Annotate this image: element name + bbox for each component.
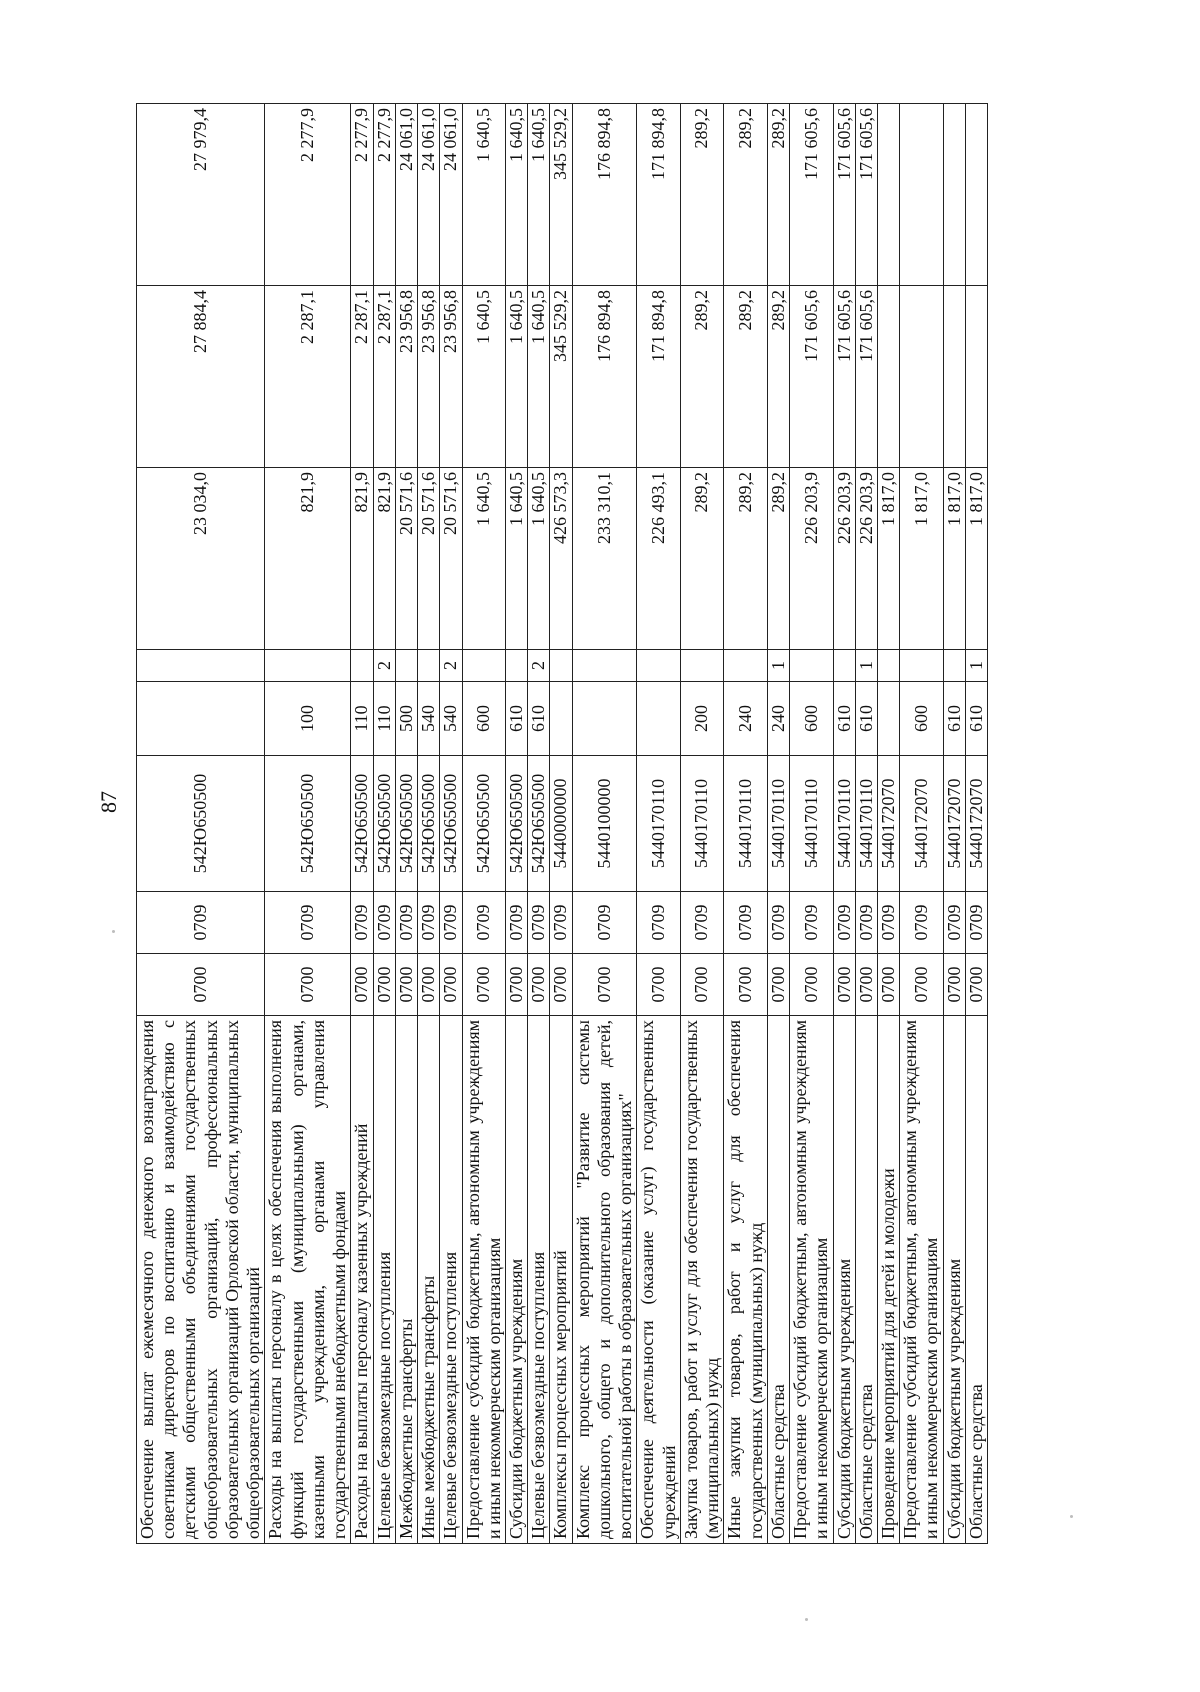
cell-pr: 0709 (137, 892, 265, 954)
cell-y3 (877, 104, 899, 286)
table-row (418, 104, 440, 1544)
cell-csr: 5440170110 (637, 756, 680, 892)
table-row (855, 104, 877, 1544)
cell-vr: 610 (943, 682, 965, 756)
cell-rz: 0700 (462, 954, 505, 1016)
cell-y1: 1 640,5 (505, 468, 527, 650)
table-row (790, 104, 833, 1544)
cell-pr: 0709 (900, 892, 943, 954)
cell-y3: 1 640,5 (462, 104, 505, 286)
cell-name: Комплекс процессных мероприятий "Развитие системы дошкольного, общего и дополнительного образования детей, воспитательной работы в образовательных организациях" (572, 1016, 637, 1544)
cell-mark (833, 650, 855, 682)
cell-vr (137, 682, 265, 756)
cell-mark: 1 (965, 650, 987, 682)
cell-csr: 542Ю650500 (351, 756, 373, 892)
cell-vr: 600 (462, 682, 505, 756)
cell-vr: 610 (855, 682, 877, 756)
cell-rz: 0700 (943, 954, 965, 1016)
cell-pr: 0709 (373, 892, 395, 954)
cell-y2: 23 956,8 (418, 286, 440, 468)
cell-y3: 171 605,6 (790, 104, 833, 286)
table-row (550, 104, 572, 1544)
cell-y2: 289,2 (680, 286, 723, 468)
cell-name: Целевые безвозмездные поступления (440, 1016, 462, 1544)
cell-y2: 23 956,8 (395, 286, 417, 468)
cell-y3: 1 640,5 (528, 104, 550, 286)
cell-y1: 20 571,6 (418, 468, 440, 650)
cell-y3: 2 277,9 (265, 104, 351, 286)
cell-pr: 0709 (767, 892, 789, 954)
cell-csr: 5440172070 (877, 756, 899, 892)
cell-mark (351, 650, 373, 682)
cell-vr: 240 (724, 682, 767, 756)
cell-y3: 24 061,0 (440, 104, 462, 286)
cell-vr: 110 (351, 682, 373, 756)
cell-name: Субсидии бюджетным учреждениям (505, 1016, 527, 1544)
cell-y3: 289,2 (767, 104, 789, 286)
cell-pr: 0709 (790, 892, 833, 954)
cell-y1: 226 493,1 (637, 468, 680, 650)
cell-vr: 110 (373, 682, 395, 756)
cell-csr: 542Ю650500 (137, 756, 265, 892)
cell-csr: 542Ю650500 (528, 756, 550, 892)
cell-rz: 0700 (395, 954, 417, 1016)
cell-rz: 0700 (572, 954, 637, 1016)
cell-pr: 0709 (351, 892, 373, 954)
cell-pr: 0709 (265, 892, 351, 954)
cell-mark: 1 (855, 650, 877, 682)
table-row (680, 104, 723, 1544)
cell-rz: 0700 (767, 954, 789, 1016)
cell-y2: 1 640,5 (505, 286, 527, 468)
cell-mark (395, 650, 417, 682)
table-row (373, 104, 395, 1544)
cell-rz: 0700 (637, 954, 680, 1016)
table-row (572, 104, 637, 1544)
cell-name: Комплексы процессных мероприятий (550, 1016, 572, 1544)
cell-pr: 0709 (877, 892, 899, 954)
cell-y3: 24 061,0 (395, 104, 417, 286)
cell-vr (877, 682, 899, 756)
table-row (767, 104, 789, 1544)
cell-y3: 2 277,9 (351, 104, 373, 286)
cell-vr (637, 682, 680, 756)
table-row (724, 104, 767, 1544)
cell-rz: 0700 (418, 954, 440, 1016)
cell-y1: 1 817,0 (877, 468, 899, 650)
cell-y2 (900, 286, 943, 468)
cell-vr: 500 (395, 682, 417, 756)
cell-y3: 24 061,0 (418, 104, 440, 286)
cell-pr: 0709 (637, 892, 680, 954)
cell-mark (550, 650, 572, 682)
scan-speck (805, 1618, 808, 1621)
cell-y3: 2 277,9 (373, 104, 395, 286)
cell-mark (418, 650, 440, 682)
cell-y3: 171 605,6 (833, 104, 855, 286)
cell-mark (572, 650, 637, 682)
cell-vr: 100 (265, 682, 351, 756)
cell-pr: 0709 (965, 892, 987, 954)
cell-pr: 0709 (855, 892, 877, 954)
cell-csr: 542Ю650500 (440, 756, 462, 892)
cell-mark (265, 650, 351, 682)
cell-rz: 0700 (833, 954, 855, 1016)
page-number: 87 (96, 791, 121, 813)
cell-y2: 27 884,4 (137, 286, 265, 468)
cell-csr: 5440170110 (833, 756, 855, 892)
cell-vr: 600 (790, 682, 833, 756)
cell-y1: 1 817,0 (900, 468, 943, 650)
cell-y1: 1 640,5 (528, 468, 550, 650)
cell-y2: 176 894,8 (572, 286, 637, 468)
cell-y1: 1 640,5 (462, 468, 505, 650)
cell-name: Расходы на выплаты персоналу в целях обеспечения выполнения функций государственными (муниципальными) органами, казенными учреждениями, органами управления государственными внебюджетными фондами (265, 1016, 351, 1544)
cell-y3 (900, 104, 943, 286)
cell-rz: 0700 (137, 954, 265, 1016)
cell-vr: 540 (418, 682, 440, 756)
cell-y2: 345 529,2 (550, 286, 572, 468)
cell-vr: 610 (528, 682, 550, 756)
cell-y2: 289,2 (767, 286, 789, 468)
cell-rz: 0700 (877, 954, 899, 1016)
cell-csr: 5440170110 (724, 756, 767, 892)
cell-csr: 542Ю650500 (462, 756, 505, 892)
cell-mark (680, 650, 723, 682)
cell-y2: 23 956,8 (440, 286, 462, 468)
cell-y3 (965, 104, 987, 286)
cell-pr: 0709 (528, 892, 550, 954)
cell-name: Обеспечение деятельности (оказание услуг) государственных учреждений (637, 1016, 680, 1544)
cell-y2: 171 605,6 (855, 286, 877, 468)
cell-y2 (965, 286, 987, 468)
cell-name: Предоставление субсидий бюджетным, автономным учреждениям и иным некоммерческим организациям (462, 1016, 505, 1544)
cell-rz: 0700 (528, 954, 550, 1016)
cell-y2: 2 287,1 (351, 286, 373, 468)
cell-pr: 0709 (462, 892, 505, 954)
cell-y2: 2 287,1 (373, 286, 395, 468)
cell-csr: 5440170110 (680, 756, 723, 892)
table-row (833, 104, 855, 1544)
cell-vr: 200 (680, 682, 723, 756)
cell-mark (724, 650, 767, 682)
cell-vr: 610 (505, 682, 527, 756)
cell-csr: 5440172070 (943, 756, 965, 892)
cell-rz: 0700 (724, 954, 767, 1016)
cell-y2: 171 605,6 (790, 286, 833, 468)
cell-name: Проведение мероприятий для детей и молодежи (877, 1016, 899, 1544)
cell-y1: 233 310,1 (572, 468, 637, 650)
table-row (395, 104, 417, 1544)
cell-y2 (877, 286, 899, 468)
cell-name: Межбюджетные трансферты (395, 1016, 417, 1544)
table-row (943, 104, 965, 1544)
cell-y1: 226 203,9 (855, 468, 877, 650)
cell-name: Субсидии бюджетным учреждениям (833, 1016, 855, 1544)
cell-y3: 176 894,8 (572, 104, 637, 286)
cell-csr: 542Ю650500 (395, 756, 417, 892)
cell-y1: 821,9 (351, 468, 373, 650)
cell-name: Закупка товаров, работ и услуг для обеспечения государственных (муниципальных) нужд (680, 1016, 723, 1544)
table-row (440, 104, 462, 1544)
table-row (637, 104, 680, 1544)
cell-mark: 2 (373, 650, 395, 682)
cell-name: Областные средства (855, 1016, 877, 1544)
cell-y1: 226 203,9 (790, 468, 833, 650)
cell-y3: 289,2 (724, 104, 767, 286)
cell-csr: 5440170110 (767, 756, 789, 892)
cell-y3: 289,2 (680, 104, 723, 286)
cell-mark (790, 650, 833, 682)
cell-mark (505, 650, 527, 682)
cell-name: Предоставление субсидий бюджетным, автономным учреждениям и иным некоммерческим организациям (790, 1016, 833, 1544)
cell-mark (943, 650, 965, 682)
cell-name: Обеспечение выплат ежемесячного денежного вознаграждения советникам директоров по воспитанию и взаимодействию с детскими общественными объединениями государственных общеобразовательных организаций, профессиональных образовательных организаций Орловской области, муниципальных общеобразовательных организаций (137, 1016, 265, 1544)
cell-pr: 0709 (550, 892, 572, 954)
scan-speck (112, 930, 115, 933)
cell-rz: 0700 (965, 954, 987, 1016)
cell-vr: 610 (833, 682, 855, 756)
cell-csr: 5440170110 (855, 756, 877, 892)
cell-y1: 821,9 (265, 468, 351, 650)
cell-y2 (943, 286, 965, 468)
cell-y1: 226 203,9 (833, 468, 855, 650)
cell-y3: 1 640,5 (505, 104, 527, 286)
cell-y1: 821,9 (373, 468, 395, 650)
cell-y1: 289,2 (724, 468, 767, 650)
cell-y3: 27 979,4 (137, 104, 265, 286)
budget-table (136, 103, 988, 1544)
cell-mark: 2 (528, 650, 550, 682)
cell-y2: 2 287,1 (265, 286, 351, 468)
table-row (965, 104, 987, 1544)
cell-y3: 171 605,6 (855, 104, 877, 286)
cell-mark (462, 650, 505, 682)
cell-rz: 0700 (680, 954, 723, 1016)
cell-csr: 542Ю650500 (418, 756, 440, 892)
cell-vr (550, 682, 572, 756)
cell-pr: 0709 (724, 892, 767, 954)
cell-csr: 5440000000 (550, 756, 572, 892)
cell-y1: 20 571,6 (395, 468, 417, 650)
cell-rz: 0700 (351, 954, 373, 1016)
cell-mark (900, 650, 943, 682)
cell-y2: 289,2 (724, 286, 767, 468)
cell-y3: 345 529,2 (550, 104, 572, 286)
cell-name: Областные средства (767, 1016, 789, 1544)
table-row (462, 104, 505, 1544)
cell-pr: 0709 (418, 892, 440, 954)
cell-pr: 0709 (943, 892, 965, 954)
cell-pr: 0709 (833, 892, 855, 954)
table-row (877, 104, 899, 1544)
budget-table-body (137, 104, 988, 1544)
cell-rz: 0700 (855, 954, 877, 1016)
cell-y1: 289,2 (680, 468, 723, 650)
table-row (265, 104, 351, 1544)
table-row (137, 104, 265, 1544)
cell-name: Предоставление субсидий бюджетным, автономным учреждениям и иным некоммерческим организациям (900, 1016, 943, 1544)
cell-vr: 240 (767, 682, 789, 756)
cell-csr: 542Ю650500 (265, 756, 351, 892)
cell-y1: 426 573,3 (550, 468, 572, 650)
cell-pr: 0709 (440, 892, 462, 954)
cell-pr: 0709 (572, 892, 637, 954)
cell-vr (572, 682, 637, 756)
cell-y2: 1 640,5 (528, 286, 550, 468)
cell-y1: 289,2 (767, 468, 789, 650)
cell-vr: 610 (965, 682, 987, 756)
cell-pr: 0709 (680, 892, 723, 954)
cell-mark: 2 (440, 650, 462, 682)
cell-csr: 5440170110 (790, 756, 833, 892)
cell-rz: 0700 (790, 954, 833, 1016)
cell-rz: 0700 (550, 954, 572, 1016)
table-row (505, 104, 527, 1544)
cell-csr: 542Ю650500 (373, 756, 395, 892)
cell-pr: 0709 (395, 892, 417, 954)
cell-name: Расходы на выплаты персоналу казенных учреждений (351, 1016, 373, 1544)
cell-y1: 20 571,6 (440, 468, 462, 650)
scan-speck (1070, 1515, 1073, 1518)
cell-y3 (943, 104, 965, 286)
cell-pr: 0709 (505, 892, 527, 954)
cell-csr: 5440172070 (900, 756, 943, 892)
cell-y1: 23 034,0 (137, 468, 265, 650)
table-row (351, 104, 373, 1544)
cell-y2: 171 605,6 (833, 286, 855, 468)
cell-mark: 1 (767, 650, 789, 682)
cell-csr: 542Ю650500 (505, 756, 527, 892)
cell-vr: 600 (900, 682, 943, 756)
cell-y2: 1 640,5 (462, 286, 505, 468)
cell-rz: 0700 (900, 954, 943, 1016)
cell-y3: 171 894,8 (637, 104, 680, 286)
cell-mark (137, 650, 265, 682)
cell-rz: 0700 (265, 954, 351, 1016)
cell-rz: 0700 (373, 954, 395, 1016)
table-row (528, 104, 550, 1544)
cell-rz: 0700 (440, 954, 462, 1016)
cell-name: Субсидии бюджетным учреждениям (943, 1016, 965, 1544)
cell-mark (877, 650, 899, 682)
cell-name: Иные межбюджетные трансферты (418, 1016, 440, 1544)
cell-vr: 540 (440, 682, 462, 756)
cell-y2: 171 894,8 (637, 286, 680, 468)
cell-name: Иные закупки товаров, работ и услуг для обеспечения государственных (муниципальных) нужд (724, 1016, 767, 1544)
cell-name: Целевые безвозмездные поступления (373, 1016, 395, 1544)
cell-y1: 1 817,0 (943, 468, 965, 650)
cell-name: Целевые безвозмездные поступления (528, 1016, 550, 1544)
rotated-page-content (136, 104, 1056, 1544)
cell-csr: 5440100000 (572, 756, 637, 892)
cell-mark (637, 650, 680, 682)
cell-name: Областные средства (965, 1016, 987, 1544)
cell-csr: 5440172070 (965, 756, 987, 892)
table-row (900, 104, 943, 1544)
cell-rz: 0700 (505, 954, 527, 1016)
cell-y1: 1 817,0 (965, 468, 987, 650)
